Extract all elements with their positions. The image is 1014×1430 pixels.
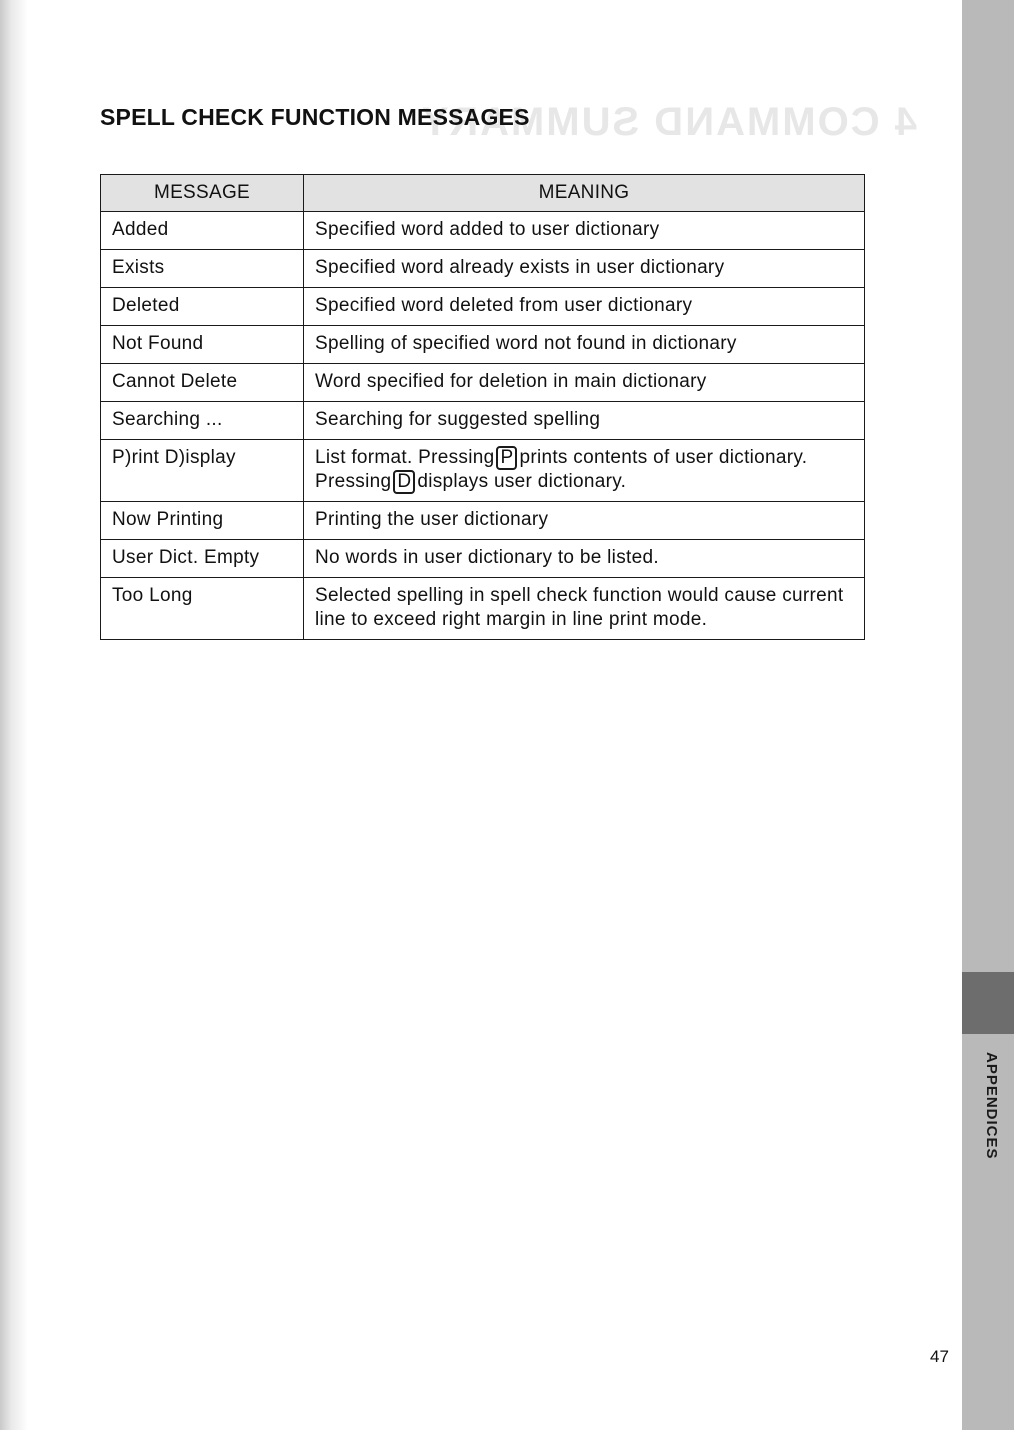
table-header-row: [101, 175, 865, 212]
message-cell: Added: [101, 212, 304, 250]
message-cell: Deleted: [101, 288, 304, 326]
meaning-cell: Word specified for deletion in main dictionary: [304, 364, 865, 402]
meaning-cell: Specified word already exists in user dictionary: [304, 250, 865, 288]
scan-shadow-left: [0, 0, 28, 1430]
show-through-ghost: 4 COMMAND SUMMARY: [420, 100, 917, 144]
meaning-cell: Specified word added to user dictionary: [304, 212, 865, 250]
table-row: [101, 578, 865, 640]
message-cell: Searching ...: [101, 402, 304, 440]
meaning-text: Pressing: [315, 471, 392, 492]
meaning-cell: No words in user dictionary to be listed.: [304, 540, 865, 578]
message-cell: Now Printing: [101, 502, 304, 540]
d-key-icon: D: [393, 470, 415, 494]
section-tab-marker: [962, 972, 1014, 1034]
table-row: [101, 364, 865, 402]
meaning-text: prints contents of user dictionary.: [519, 447, 808, 468]
header-message: MESSAGE: [101, 175, 304, 212]
table-row: [101, 402, 865, 440]
meaning-cell: Searching for suggested spelling: [304, 402, 865, 440]
section-tab-label: APPENDICES: [983, 1052, 1000, 1160]
message-cell: P)rint D)isplay: [101, 440, 304, 502]
meaning-cell: [304, 578, 865, 640]
messages-table: [100, 174, 865, 640]
message-cell: Cannot Delete: [101, 364, 304, 402]
table-row: [101, 502, 865, 540]
table-row: [101, 326, 865, 364]
table-row: [101, 540, 865, 578]
meaning-cell: Specified word deleted from user dictionary: [304, 288, 865, 326]
message-cell: Exists: [101, 250, 304, 288]
table-row: [101, 212, 865, 250]
message-cell: User Dict. Empty: [101, 540, 304, 578]
message-cell: Too Long: [101, 578, 304, 640]
message-cell: Not Found: [101, 326, 304, 364]
meaning-text: displays user dictionary.: [417, 471, 627, 492]
meaning-cell: Printing the user dictionary: [304, 502, 865, 540]
meaning-cell: Spelling of specified word not found in dictionary: [304, 326, 865, 364]
table-row: [101, 288, 865, 326]
meaning-text: Selected spelling in spell check function would cause current: [315, 585, 844, 606]
meaning-text: line to exceed right margin in line print mode.: [315, 609, 708, 630]
p-key-icon: P: [496, 446, 517, 470]
header-meaning: MEANING: [304, 175, 865, 212]
page-number: 47: [930, 1347, 949, 1366]
table-row: [101, 440, 865, 502]
meaning-cell: [304, 440, 865, 502]
table-row: [101, 250, 865, 288]
page-title: SPELL CHECK FUNCTION MESSAGES: [100, 104, 530, 130]
page-margin-strip: [962, 0, 1014, 1430]
meaning-text: List format. Pressing: [315, 447, 495, 468]
